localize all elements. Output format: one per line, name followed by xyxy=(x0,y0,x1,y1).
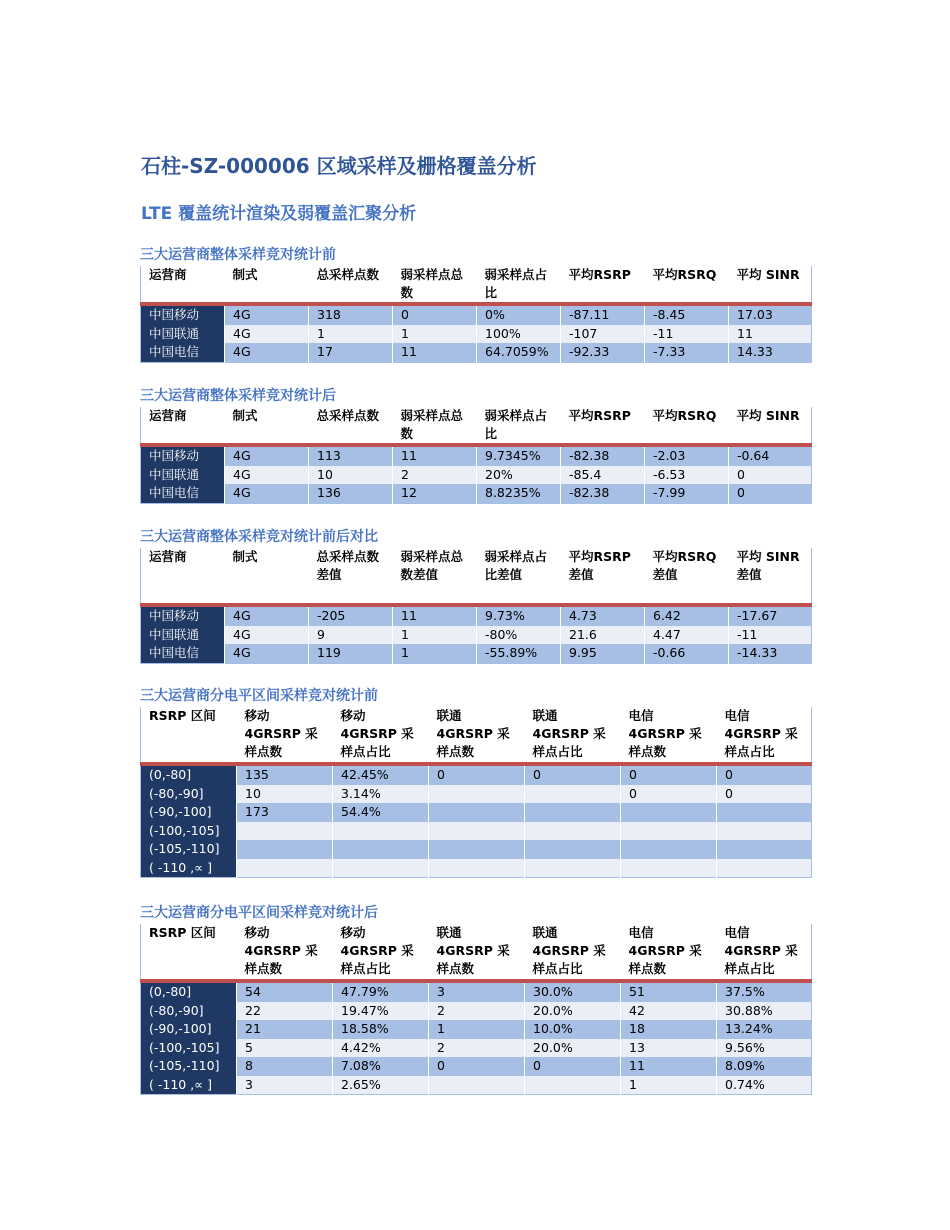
table-cell: 0 xyxy=(525,764,621,785)
table-cell: 9.7345% xyxy=(477,445,561,466)
table-cell: 1 xyxy=(393,626,477,645)
table-cell: 0 xyxy=(429,1057,525,1076)
table-cell: 42.45% xyxy=(333,764,429,785)
table-row xyxy=(141,1039,812,1058)
row-label: (-90,-100] xyxy=(141,803,237,822)
table-cell: 0 xyxy=(717,764,812,785)
table-cell: 17.03 xyxy=(729,304,812,325)
table-cell: 13.24% xyxy=(717,1020,812,1039)
table-row xyxy=(141,981,812,1002)
column-header: 平均 SINR xyxy=(729,266,812,304)
table-cell: 54.4% xyxy=(333,803,429,822)
table-cell xyxy=(621,859,717,878)
table-row xyxy=(141,644,812,663)
table-cell: 51 xyxy=(621,981,717,1002)
table-cell: -107 xyxy=(561,325,645,344)
table-cell: -92.33 xyxy=(561,343,645,362)
column-header: 电信 4GRSRP 采样点数 xyxy=(621,924,717,981)
table-cell: 1 xyxy=(309,325,393,344)
table-cell: 8 xyxy=(237,1057,333,1076)
table-cell: 42 xyxy=(621,1002,717,1021)
row-label: 中国移动 xyxy=(141,605,225,626)
table-row xyxy=(141,343,812,362)
column-header: RSRP 区间 xyxy=(141,707,237,764)
table-cell: 4G xyxy=(225,605,309,626)
table-cell xyxy=(525,803,621,822)
table-cell xyxy=(621,803,717,822)
table-cell: 2.65% xyxy=(333,1076,429,1095)
table-block xyxy=(140,385,811,504)
table-cell xyxy=(429,785,525,804)
row-label: 中国联通 xyxy=(141,466,225,485)
header-row xyxy=(141,407,812,445)
table-cell: -7.99 xyxy=(645,484,729,503)
table-cell: 4G xyxy=(225,304,309,325)
table-cell: 100% xyxy=(477,325,561,344)
header-row xyxy=(141,548,812,605)
table-cell: 9.95 xyxy=(561,644,645,663)
table-title: 三大运营商分电平区间采样竞对统计前 xyxy=(140,688,378,704)
table-cell: -80% xyxy=(477,626,561,645)
table-cell xyxy=(525,840,621,859)
table-cell: 4G xyxy=(225,626,309,645)
row-label: (-90,-100] xyxy=(141,1020,237,1039)
table-cell: -17.67 xyxy=(729,605,812,626)
table-title: 三大运营商整体采样竞对统计前后对比 xyxy=(140,529,378,545)
row-label: 中国移动 xyxy=(141,304,225,325)
table-cell: 4G xyxy=(225,343,309,362)
column-header: 弱采样点占比 xyxy=(477,407,561,445)
table-cell xyxy=(717,822,812,841)
table-cell: 2 xyxy=(393,466,477,485)
table-cell: 0 xyxy=(717,785,812,804)
table-cell: -0.64 xyxy=(729,445,812,466)
table-row xyxy=(141,626,812,645)
table-title: 三大运营商整体采样竞对统计前 xyxy=(140,247,336,263)
table-cell: 4G xyxy=(225,466,309,485)
table-cell: 4G xyxy=(225,484,309,503)
column-header: 弱采样点总数 xyxy=(393,407,477,445)
column-header: RSRP 区间 xyxy=(141,924,237,981)
table-cell: -0.66 xyxy=(645,644,729,663)
column-header: 联通 4GRSRP 采样点占比 xyxy=(525,924,621,981)
table-cell: 3.14% xyxy=(333,785,429,804)
table-cell: 64.7059% xyxy=(477,343,561,362)
table-cell: -87.11 xyxy=(561,304,645,325)
table-cell: 4G xyxy=(225,325,309,344)
table-cell: 318 xyxy=(309,304,393,325)
column-header: 制式 xyxy=(225,407,309,445)
table-row xyxy=(141,764,812,785)
row-label: 中国联通 xyxy=(141,626,225,645)
column-header: 平均 SINR 差值 xyxy=(729,548,812,605)
row-label: 中国电信 xyxy=(141,343,225,362)
table-cell xyxy=(429,840,525,859)
table-cell: 135 xyxy=(237,764,333,785)
column-header: 联通 4GRSRP 采样点数 xyxy=(429,924,525,981)
column-header: 弱采样点总数 xyxy=(393,266,477,304)
row-label: ( -110 ,∝ ] xyxy=(141,1076,237,1095)
table-cell: 14.33 xyxy=(729,343,812,362)
table-cell: 17 xyxy=(309,343,393,362)
table-cell: 1 xyxy=(393,325,477,344)
column-header: 弱采样点占比 xyxy=(477,266,561,304)
data-table xyxy=(140,266,812,363)
table-cell xyxy=(429,1076,525,1095)
table-row xyxy=(141,785,812,804)
table-cell: 0 xyxy=(429,764,525,785)
table-cell: 18.58% xyxy=(333,1020,429,1039)
table-cell xyxy=(237,822,333,841)
table-cell: -55.89% xyxy=(477,644,561,663)
table-row xyxy=(141,304,812,325)
table-cell: 20% xyxy=(477,466,561,485)
table-cell: -7.33 xyxy=(645,343,729,362)
table-cell: 6.42 xyxy=(645,605,729,626)
table-cell xyxy=(717,840,812,859)
table-cell: 12 xyxy=(393,484,477,503)
table-cell: 1 xyxy=(621,1076,717,1095)
table-cell: 2 xyxy=(429,1002,525,1021)
data-table xyxy=(140,924,812,1095)
table-row xyxy=(141,1076,812,1095)
row-label: (-100,-105] xyxy=(141,822,237,841)
table-row xyxy=(141,1057,812,1076)
column-header: 平均RSRQ xyxy=(645,407,729,445)
table-row xyxy=(141,859,812,878)
table-cell: 0% xyxy=(477,304,561,325)
table-cell: 20.0% xyxy=(525,1039,621,1058)
table-row xyxy=(141,1020,812,1039)
table-block xyxy=(140,902,811,1095)
column-header: 运营商 xyxy=(141,407,225,445)
table-cell: -82.38 xyxy=(561,484,645,503)
row-label: 中国电信 xyxy=(141,644,225,663)
column-header: 电信 4GRSRP 采样点数 xyxy=(621,707,717,764)
table-row xyxy=(141,822,812,841)
table-cell xyxy=(333,822,429,841)
table-cell: 0 xyxy=(729,466,812,485)
table-cell: 3 xyxy=(429,981,525,1002)
table-cell: 20.0% xyxy=(525,1002,621,1021)
table-cell: 30.88% xyxy=(717,1002,812,1021)
column-header: 移动 4GRSRP 采样点数 xyxy=(237,924,333,981)
table-cell: 11 xyxy=(393,605,477,626)
data-table xyxy=(140,548,812,664)
table-cell: -2.03 xyxy=(645,445,729,466)
column-header: 平均RSRQ 差值 xyxy=(645,548,729,605)
table-cell: 4.42% xyxy=(333,1039,429,1058)
header-row xyxy=(141,924,812,981)
table-cell: 8.8235% xyxy=(477,484,561,503)
table-cell: 2 xyxy=(429,1039,525,1058)
column-header: 弱采样点占比差值 xyxy=(477,548,561,605)
table-cell: -85.4 xyxy=(561,466,645,485)
table-cell: 1 xyxy=(393,644,477,663)
section-title: LTE 覆盖统计渲染及弱覆盖汇聚分析 xyxy=(141,204,417,224)
table-cell: 10 xyxy=(237,785,333,804)
table-row xyxy=(141,1002,812,1021)
row-label: ( -110 ,∝ ] xyxy=(141,859,237,878)
row-label: 中国联通 xyxy=(141,325,225,344)
table-block xyxy=(140,526,811,664)
table-cell: 0 xyxy=(525,1057,621,1076)
table-cell xyxy=(621,822,717,841)
column-header: 电信 4GRSRP 采样点占比 xyxy=(717,924,812,981)
row-label: (-100,-105] xyxy=(141,1039,237,1058)
column-header: 移动 4GRSRP 采样点占比 xyxy=(333,924,429,981)
table-cell: -8.45 xyxy=(645,304,729,325)
table-cell: 0 xyxy=(621,785,717,804)
table-cell: 119 xyxy=(309,644,393,663)
table-cell xyxy=(717,859,812,878)
column-header: 总采样点数差值 xyxy=(309,548,393,605)
column-header: 平均RSRP 差值 xyxy=(561,548,645,605)
table-cell: 136 xyxy=(309,484,393,503)
table-cell xyxy=(717,803,812,822)
table-cell: 30.0% xyxy=(525,981,621,1002)
table-cell xyxy=(333,859,429,878)
column-header: 平均RSRQ xyxy=(645,266,729,304)
table-row xyxy=(141,840,812,859)
row-label: 中国移动 xyxy=(141,445,225,466)
table-cell: 9.56% xyxy=(717,1039,812,1058)
table-cell: 11 xyxy=(621,1057,717,1076)
table-cell: 22 xyxy=(237,1002,333,1021)
table-cell: 3 xyxy=(237,1076,333,1095)
table-row xyxy=(141,325,812,344)
table-cell: 4G xyxy=(225,644,309,663)
table-cell xyxy=(429,859,525,878)
table-cell: 21 xyxy=(237,1020,333,1039)
table-cell: 10.0% xyxy=(525,1020,621,1039)
data-table xyxy=(140,407,812,504)
row-label: (0,-80] xyxy=(141,981,237,1002)
table-cell xyxy=(525,1076,621,1095)
table-cell: 19.47% xyxy=(333,1002,429,1021)
table-cell: 13 xyxy=(621,1039,717,1058)
table-row xyxy=(141,466,812,485)
header-row xyxy=(141,707,812,764)
table-cell: 37.5% xyxy=(717,981,812,1002)
column-header: 平均 SINR xyxy=(729,407,812,445)
table-cell: 8.09% xyxy=(717,1057,812,1076)
table-cell xyxy=(525,785,621,804)
table-cell: 4.73 xyxy=(561,605,645,626)
table-cell xyxy=(237,859,333,878)
table-cell xyxy=(429,822,525,841)
table-cell xyxy=(429,803,525,822)
table-block xyxy=(140,244,811,363)
row-label: 中国电信 xyxy=(141,484,225,503)
table-row xyxy=(141,605,812,626)
table-title: 三大运营商分电平区间采样竞对统计后 xyxy=(140,905,378,921)
column-header: 电信 4GRSRP 采样点占比 xyxy=(717,707,812,764)
table-cell: 47.79% xyxy=(333,981,429,1002)
table-cell: 0 xyxy=(621,764,717,785)
table-block xyxy=(140,685,811,878)
table-cell: 9 xyxy=(309,626,393,645)
table-cell: 54 xyxy=(237,981,333,1002)
table-cell xyxy=(621,840,717,859)
table-cell: 0 xyxy=(393,304,477,325)
column-header: 制式 xyxy=(225,266,309,304)
column-header: 运营商 xyxy=(141,548,225,605)
table-row xyxy=(141,484,812,503)
row-label: (-105,-110] xyxy=(141,840,237,859)
table-cell: 4.47 xyxy=(645,626,729,645)
page-title: 石柱-SZ-000006 区域采样及栅格覆盖分析 xyxy=(141,154,537,178)
table-cell xyxy=(333,840,429,859)
table-cell: 4G xyxy=(225,445,309,466)
table-cell: 11 xyxy=(393,343,477,362)
table-cell: 7.08% xyxy=(333,1057,429,1076)
table-cell: -6.53 xyxy=(645,466,729,485)
column-header: 总采样点数 xyxy=(309,266,393,304)
table-title: 三大运营商整体采样竞对统计后 xyxy=(140,388,336,404)
table-cell: 18 xyxy=(621,1020,717,1039)
table-cell: -82.38 xyxy=(561,445,645,466)
table-cell xyxy=(237,840,333,859)
table-cell: 21.6 xyxy=(561,626,645,645)
column-header: 平均RSRP xyxy=(561,407,645,445)
table-cell: -11 xyxy=(729,626,812,645)
table-cell: -14.33 xyxy=(729,644,812,663)
column-header: 平均RSRP xyxy=(561,266,645,304)
row-label: (0,-80] xyxy=(141,764,237,785)
row-label: (-80,-90] xyxy=(141,785,237,804)
column-header: 移动 4GRSRP 采样点数 xyxy=(237,707,333,764)
column-header: 制式 xyxy=(225,548,309,605)
table-cell: 113 xyxy=(309,445,393,466)
table-cell: 9.73% xyxy=(477,605,561,626)
table-cell xyxy=(525,822,621,841)
table-cell: 1 xyxy=(429,1020,525,1039)
column-header: 弱采样点总数差值 xyxy=(393,548,477,605)
table-cell: 5 xyxy=(237,1039,333,1058)
table-row xyxy=(141,803,812,822)
column-header: 移动 4GRSRP 采样点占比 xyxy=(333,707,429,764)
table-row xyxy=(141,445,812,466)
table-cell: -11 xyxy=(645,325,729,344)
table-cell: -205 xyxy=(309,605,393,626)
header-row xyxy=(141,266,812,304)
row-label: (-105,-110] xyxy=(141,1057,237,1076)
column-header: 联通 4GRSRP 采样点占比 xyxy=(525,707,621,764)
table-cell: 0.74% xyxy=(717,1076,812,1095)
column-header: 运营商 xyxy=(141,266,225,304)
table-cell: 0 xyxy=(729,484,812,503)
data-table xyxy=(140,707,812,878)
table-cell xyxy=(525,859,621,878)
table-cell: 11 xyxy=(729,325,812,344)
column-header: 联通 4GRSRP 采样点数 xyxy=(429,707,525,764)
table-cell: 10 xyxy=(309,466,393,485)
table-cell: 173 xyxy=(237,803,333,822)
row-label: (-80,-90] xyxy=(141,1002,237,1021)
table-cell: 11 xyxy=(393,445,477,466)
column-header: 总采样点数 xyxy=(309,407,393,445)
